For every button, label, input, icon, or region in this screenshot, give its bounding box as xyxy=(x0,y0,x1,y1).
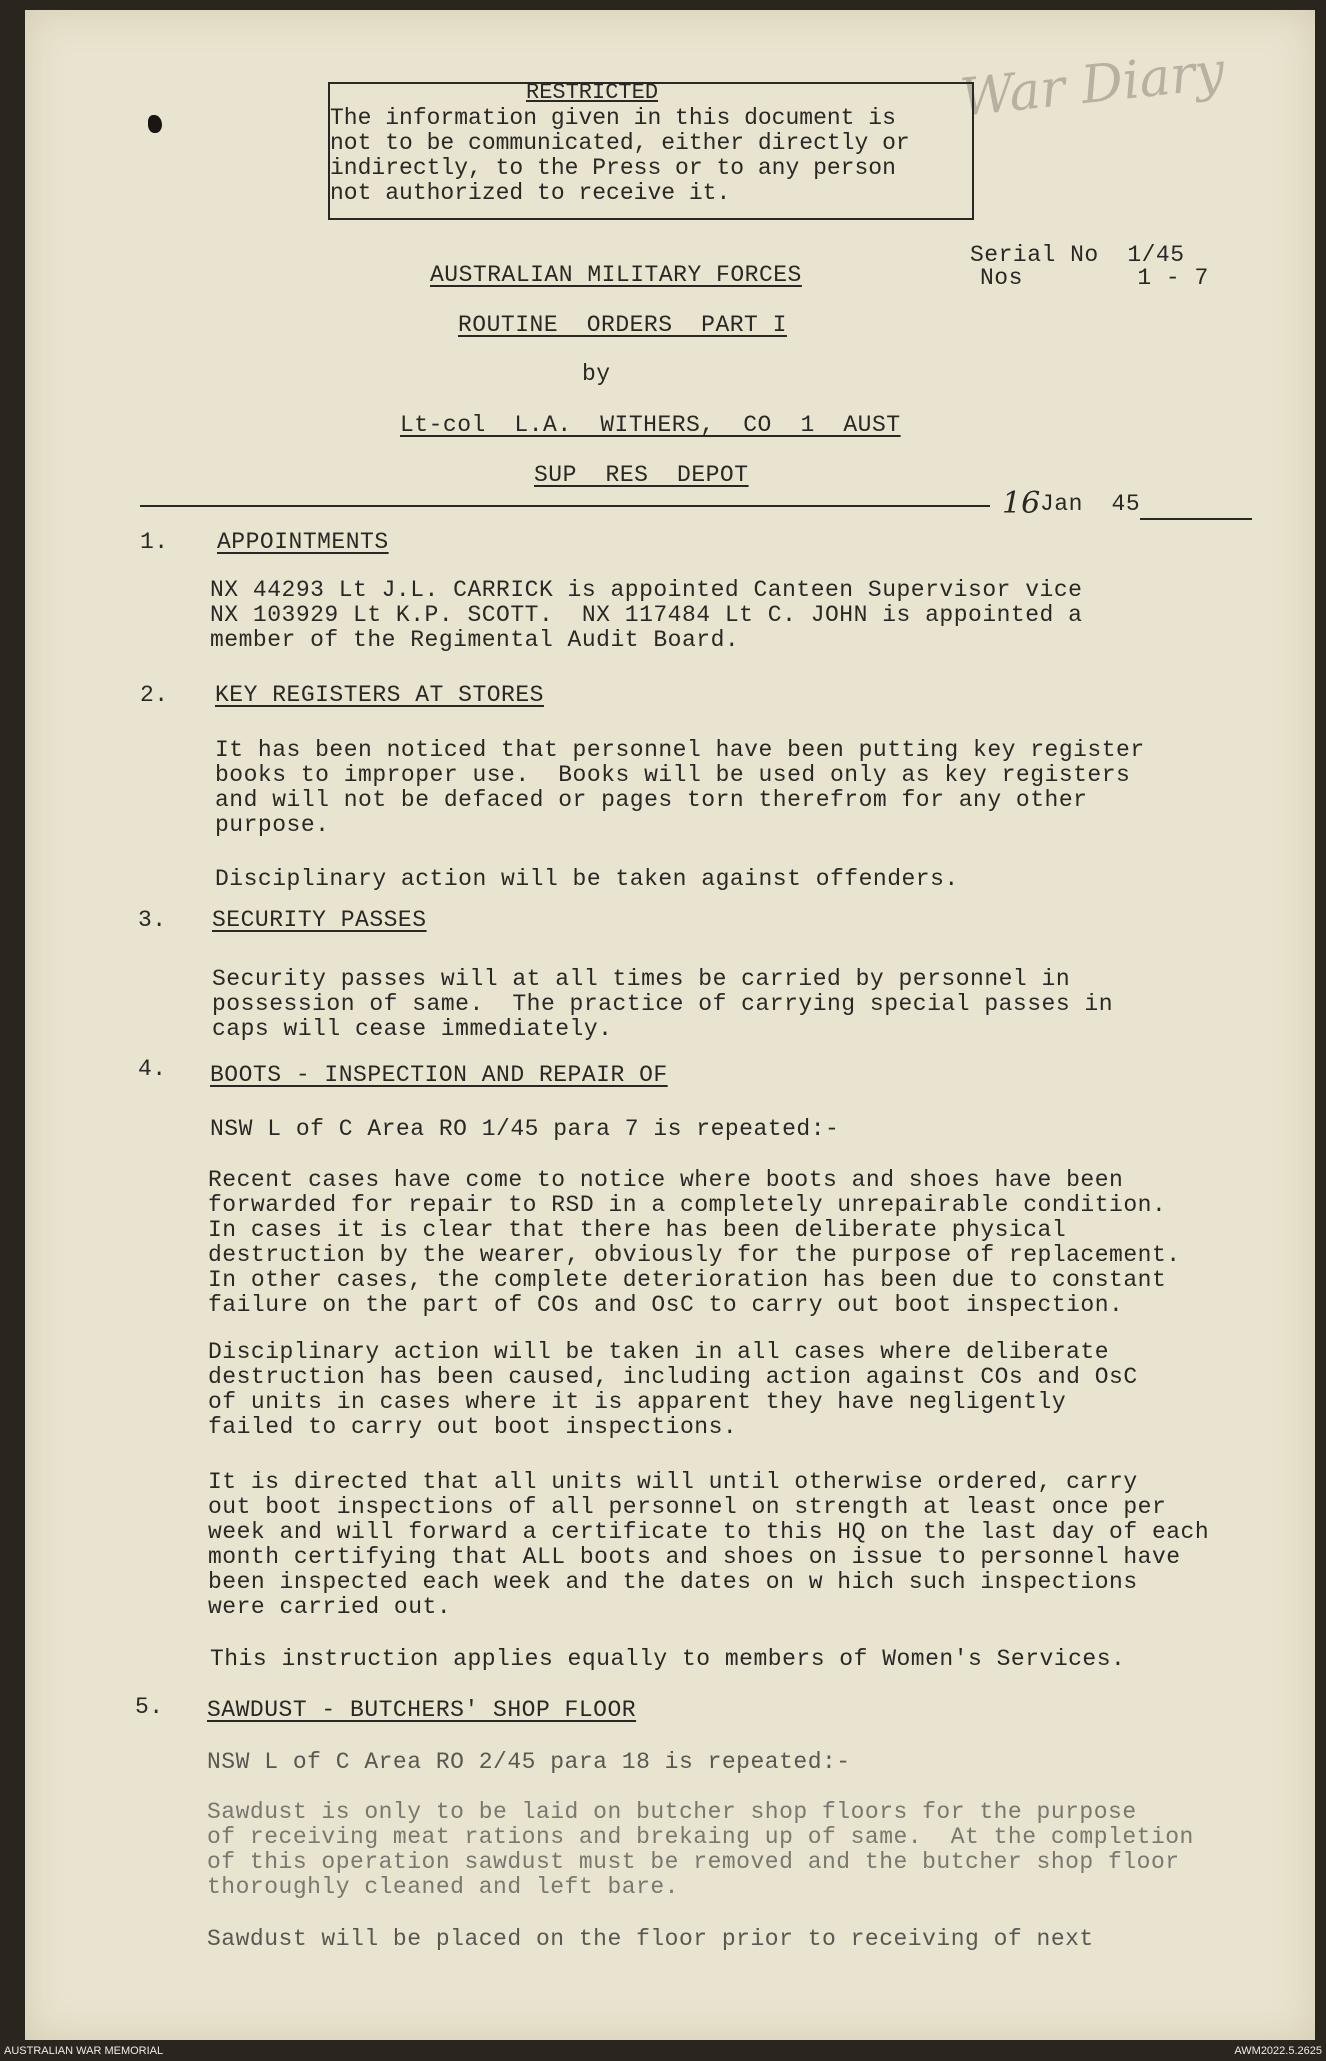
footer-source: AUSTRALIAN WAR MEMORIAL xyxy=(4,2045,164,2057)
section-4-title: BOOTS - INSPECTION AND REPAIR OF xyxy=(210,1062,668,1088)
serial-number: Serial No 1/45 xyxy=(970,242,1185,268)
date-day: 16 xyxy=(1002,486,1041,521)
section-5-para: NSW L of C Area RO 2/45 para 18 is repeated:- xyxy=(207,1749,851,1775)
restricted-body xyxy=(330,106,910,206)
section-3-title: SECURITY PASSES xyxy=(212,907,427,933)
section-4-para: Disciplinary action will be taken in all cases where deliberate destruction has been caused, including action against COs and OsC of units in cases where it is apparent they have negligently failed to carry out boot inspections. xyxy=(208,1339,1138,1440)
restricted-title: RESTRICTED xyxy=(526,80,659,105)
restricted-line: indirectly, to the Press or to any person xyxy=(330,155,896,181)
section-4-number: 4. xyxy=(138,1056,167,1082)
date-line: Jan 45 xyxy=(1040,491,1141,517)
officer-line: Lt-col L.A. WITHERS, CO 1 AUST xyxy=(400,412,901,438)
section-1-title: APPOINTMENTS xyxy=(217,529,389,555)
section-1-number: 1. xyxy=(140,529,169,555)
archive-footer xyxy=(0,2041,1326,2061)
section-4-para: Recent cases have come to notice where boots and shoes have been forwarded for repair to RSD in a completely unrepairable condition. In cases it is clear that there has been deliberate physical destruction by the wearer, obviously for the purpose of replacement. In other cases, the complete deterioration has been due to constant failure on the part of COs and OsC to carry out boot inspection. xyxy=(208,1167,1181,1318)
section-5-title: SAWDUST - BUTCHERS' SHOP FLOOR xyxy=(207,1697,637,1723)
header-rule-right xyxy=(1140,518,1252,520)
section-2-para: It has been noticed that personnel have been putting key register books to improper use. Books will be used only as key registers and will not be defaced or pages torn therefrom for any other purpose. xyxy=(215,737,1145,838)
section-2-number: 2. xyxy=(140,682,169,708)
header-rule-left xyxy=(140,505,990,507)
section-1-para: NX 44293 Lt J.L. CARRICK is appointed Canteen Supervisor vice NX 103929 Lt K.P. SCOTT. NX 117484 Lt C. JOHN is appointed a member of the Regimental Audit Board. xyxy=(210,577,1083,653)
nos-range: Nos 1 - 7 xyxy=(980,265,1209,291)
orders-heading: ROUTINE ORDERS PART I xyxy=(458,312,787,338)
section-4-para: This instruction applies equally to members of Women's Services. xyxy=(210,1646,1126,1672)
section-3-para: Security passes will at all times be carried by personnel in possession of same. The practice of carrying special passes in caps will cease immediately. xyxy=(212,966,1114,1042)
restricted-line: not authorized to receive it. xyxy=(330,180,731,206)
section-4-para: It is directed that all units will until otherwise ordered, carry out boot inspections of all personnel on strength at least once per week and will forward a certificate to this HQ on the last day of each month certifying that ALL boots and shoes on issue to personnel have been inspected each week and the dates on w hich such inspections were carried out. xyxy=(208,1469,1210,1620)
restricted-line: not to be communicated, either directly or xyxy=(330,130,910,156)
unit-line: SUP RES DEPOT xyxy=(534,462,749,488)
section-4-para: NSW L of C Area RO 1/45 para 7 is repeated:- xyxy=(210,1116,840,1142)
org-heading: AUSTRALIAN MILITARY FORCES xyxy=(430,262,802,288)
handwritten-note: War Diary xyxy=(957,41,1228,129)
punch-hole xyxy=(148,115,162,133)
section-3-number: 3. xyxy=(138,907,167,933)
restricted-notice xyxy=(328,82,974,220)
section-2-title: KEY REGISTERS AT STORES xyxy=(215,682,544,708)
footer-reference: AWM2022.5.2625 xyxy=(1234,2045,1322,2057)
section-5-para: Sawdust is only to be laid on butcher shop floors for the purpose of receiving meat rations and brekaing up of same. At the completion of this operation sawdust must be removed and the butcher shop floor thoroughly cleaned and left bare. xyxy=(207,1799,1194,1900)
section-2-para: Disciplinary action will be taken against offenders. xyxy=(215,866,959,892)
section-5-number: 5. xyxy=(135,1694,164,1720)
restricted-line: The information given in this document is xyxy=(330,105,896,131)
section-5-para: Sawdust will be placed on the floor prior to receiving of next xyxy=(207,1926,1094,1952)
by-line: by xyxy=(582,361,611,387)
